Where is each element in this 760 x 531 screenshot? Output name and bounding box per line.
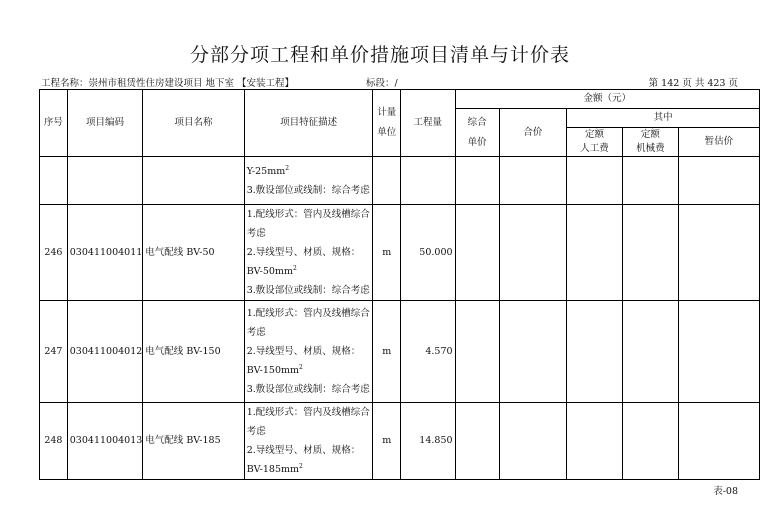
header-labor-bottom: 人工费 <box>580 143 609 154</box>
desc-text: Y-25mm <box>246 165 286 177</box>
table-row <box>40 157 760 205</box>
header-composite-bottom: 单价 <box>467 136 487 148</box>
header-name: 项目名称 <box>143 90 244 157</box>
cell-labor <box>567 403 623 480</box>
desc-line <box>247 162 371 181</box>
desc-text: 2.导线型号、材质、规格：BV-185mm <box>246 445 361 475</box>
superscript: 2 <box>299 462 303 470</box>
cell-machine <box>622 403 678 480</box>
desc-line: 3.敷设部位或线制：综合考虑 <box>246 285 370 296</box>
cell-total <box>499 301 567 403</box>
cell-provisional <box>678 403 759 480</box>
cell-name: 电气配线 BV-50 <box>143 205 244 301</box>
cell-labor <box>567 205 623 301</box>
header-among: 其中 <box>567 109 760 128</box>
header-provisional: 暂估价 <box>678 128 759 157</box>
header-amount: 金额（元） <box>455 90 759 109</box>
cell-composite <box>455 205 499 301</box>
desc-line: 1.配线形式：管内及线槽综合考虑 <box>246 407 370 437</box>
cell-seq: 248 <box>40 403 68 480</box>
cell-composite <box>455 301 499 403</box>
cell-seq: 247 <box>40 301 68 403</box>
header-desc: 项目特征描述 <box>244 90 373 157</box>
header-labor-top: 定额 <box>585 129 605 140</box>
cell-unit <box>373 157 401 205</box>
page-title: 分部分项工程和单价措施项目清单与计价表 <box>189 44 570 66</box>
cell-total <box>499 403 567 480</box>
header-unit <box>373 90 401 157</box>
header-labor <box>567 128 623 157</box>
project-name: 工程名称：崇州市租赁性住房建设项目 地下室 【安装工程】 <box>41 78 295 89</box>
cell-provisional <box>678 301 759 403</box>
cell-labor <box>567 301 623 403</box>
table-row <box>40 205 760 301</box>
cell-desc <box>244 205 373 301</box>
cell-name: 电气配线 BV-185 <box>143 403 244 480</box>
cell-provisional <box>678 157 759 205</box>
cell-code: 030411004013 <box>67 403 143 480</box>
cell-qty: 4.570 <box>401 301 456 403</box>
cell-code: 030411004011 <box>67 205 143 301</box>
cell-composite <box>455 157 499 205</box>
desc-line: 1.配线形式：管内及线槽综合考虑 <box>246 308 370 338</box>
section-label: 标段：/ <box>366 78 398 89</box>
cell-name <box>143 157 244 205</box>
header-machine-top: 定额 <box>640 129 660 140</box>
cell-qty: 14.850 <box>401 403 456 480</box>
cell-machine <box>622 157 678 205</box>
header-composite-top: 综合 <box>467 116 487 128</box>
superscript: 2 <box>299 363 303 371</box>
desc-line: 1.配线形式：管内及线槽综合考虑 <box>246 209 370 239</box>
header-unit-bottom: 单位 <box>377 127 397 138</box>
cell-name: 电气配线 BV-150 <box>143 301 244 403</box>
page-number: 第 142 页 共 423 页 <box>648 78 738 89</box>
cell-seq: 246 <box>40 205 68 301</box>
bill-table <box>39 89 760 480</box>
cell-qty <box>401 157 456 205</box>
header-qty: 工程量 <box>401 90 456 157</box>
cell-qty: 50.000 <box>401 205 456 301</box>
desc-line: 3.敷设部位或线制：综合考虑 <box>246 384 370 395</box>
cell-machine <box>622 205 678 301</box>
superscript: 2 <box>285 164 290 172</box>
cell-provisional <box>678 205 759 301</box>
desc-text: 2.导线型号、材质、规格：BV-150mm <box>246 346 361 376</box>
cell-total <box>499 157 567 205</box>
header-total: 合价 <box>499 109 567 157</box>
cell-composite <box>455 403 499 480</box>
header-unit-top: 计量 <box>377 107 397 118</box>
desc-line <box>247 342 371 380</box>
cell-labor <box>567 157 623 205</box>
header-seq: 序号 <box>40 90 68 157</box>
cell-unit: m <box>373 301 401 403</box>
cell-desc <box>244 403 373 480</box>
table-row <box>40 403 760 480</box>
cell-unit: m <box>373 403 401 480</box>
header-row <box>40 90 760 109</box>
header-machine <box>622 128 678 157</box>
header-code: 项目编码 <box>67 90 143 157</box>
cell-code <box>67 157 143 205</box>
form-number: 表-08 <box>713 486 738 497</box>
cell-desc <box>244 157 373 205</box>
header-composite <box>455 109 499 157</box>
desc-line <box>247 243 371 281</box>
desc-line: 3.敷设部位或线制：综合考虑 <box>246 184 370 196</box>
header-machine-bottom: 机械费 <box>636 143 665 154</box>
cell-unit: m <box>373 205 401 301</box>
desc-text: 2.导线型号、材质、规格：BV-50mm <box>246 247 361 277</box>
desc-line <box>247 441 371 479</box>
cell-code: 030411004012 <box>67 301 143 403</box>
superscript: 2 <box>292 264 297 272</box>
cell-seq <box>40 157 68 205</box>
cell-total <box>499 205 567 301</box>
table-row <box>40 301 760 403</box>
cell-machine <box>622 301 678 403</box>
cell-desc <box>244 301 373 403</box>
